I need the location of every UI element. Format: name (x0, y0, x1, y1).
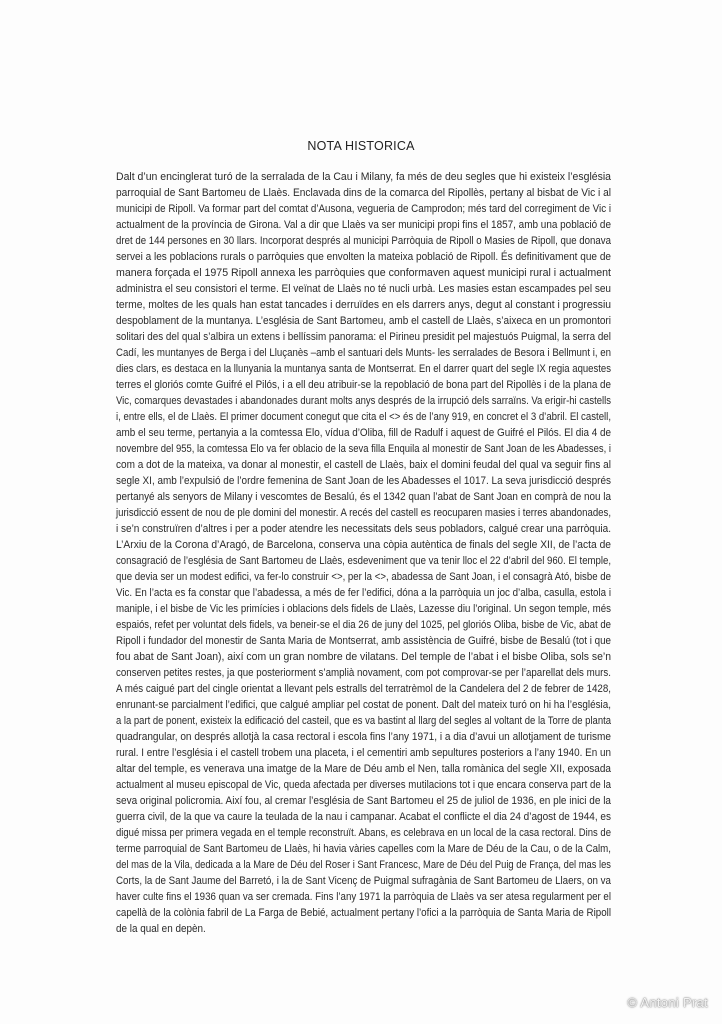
text-line-content: quadrangular, on després allotjà la casa rectoral i escola fins l’any 1971, i a dia d’avui un allotjament de turisme (116, 731, 611, 743)
text-line (116, 249, 611, 265)
text-line-content: Ripoll i fundador del monestir de Santa Maria de Montserrat, amb assistència de Guifré, bisbe de Besalú (tot i que (116, 635, 611, 647)
text-line (116, 297, 611, 313)
text-line-content: com a dot de la mateixa, va donar al monestir, el castell de Llaès, baix el domini feudal del qual va seguir fins al (116, 459, 611, 471)
text-line-content: dret de 144 persones en 30 llars. Incorporat després al municipi Parròquia de Ripoll o Masies de Ripoll, que donava (116, 235, 611, 247)
text-line-content: manera forçada el 1975 Ripoll annexa les parròquies que conformaven aquest municipi rural i actualment (116, 267, 611, 279)
text-line-content: amb el seu terme, pertanyia a la comtessa Elo, vídua d’Oliba, fill de Radulf i aquest de Guifré el Pilós. El dia 4 de (116, 427, 611, 439)
text-line (116, 505, 611, 521)
text-line (116, 201, 611, 217)
text-line (116, 697, 611, 713)
text-line-content: despoblament de la muntanya. L’església de Sant Bartomeu, amb el castell de Llaès, s’aixeca en un promontori (116, 315, 611, 327)
text-line-content: que devia ser un modest edifici, va fer-lo construir <>, per la <>, abadessa de Sant Joan, i el consagrà Ató, bisbe de (116, 571, 611, 583)
text-line (116, 665, 611, 681)
text-line (116, 585, 611, 601)
text-line (116, 217, 611, 233)
text-line-content: Cadí, les muntanyes de Berga i del Lluçanès –amb el santuari dels Munts- les serralades de Besora i Bellmunt i, en (116, 347, 611, 359)
text-line-content: pertanyé als senyors de Milany i vescomtes de Besalú, és el 1342 quan l’abat de Sant Joan en comprà de nou la (116, 491, 611, 503)
text-line-content: Corts, la de Sant Jaume del Barretó, i la de Sant Vicenç de Puigmal sufragània de Sant Bartomeu de Llaers, on va (116, 875, 611, 887)
text-line (116, 713, 611, 729)
text-line-content: a la part de ponent, existeix la edificació del casteil, que es va bastint al llarg del segles al voltant de la Torre de planta (116, 715, 611, 727)
text-line-content: parroquial de Sant Bartomeu de Llaès. Enclavada dins de la comarca del Ripollès, pertany al bisbat de Vic i al (116, 187, 611, 199)
text-line-content: actualment de la província de Girona. Val a dir que Llaès va ser municipi propi fins el 1857, amb una població de (116, 219, 611, 231)
document-title: NOTA HISTORICA (307, 139, 415, 153)
text-line (116, 569, 611, 585)
text-line-content: consagració de l’església de Sant Bartomeu de Llaès, esdeveniment que va tenir lloc el 22 d’abril del 960. El temple, (116, 555, 611, 567)
text-line-content: terres el gloriós comte Guifré el Pilós, i a ell deu atribuir-se la repoblació de bona part del Ripollès i de la plana de (116, 379, 611, 391)
text-line-content: actualment al museu episcopal de Vic, queda afectada per diverses mutilacions tot i que encara conserva part de la (116, 779, 611, 791)
text-line-content: rural. I entre l’església i el castell trobem una placeta, i el cementiri amb sepultures posteriors a l’any 1940. En un (116, 747, 611, 759)
text-line (116, 169, 611, 185)
text-line-content: maniple, i el bisbe de Vic les primícies i oblacions dels fidels de Llaès, Lazesse diu l’original. Un segon temple, més (116, 603, 611, 615)
text-line-content: enrunant-se parcialment l’edifici, que calgué ampliar pel costat de ponent. Dalt del mateix turó on hi ha l’església, (116, 699, 611, 711)
text-line-content: seva original policromia. Així fou, al cremar l’església de Sant Bartomeu el 25 de juliol de 1936, en ple inici de la (116, 795, 611, 807)
text-line (116, 649, 611, 665)
text-line (116, 345, 611, 361)
text-line (116, 681, 611, 697)
text-line-content: municipi de Ripoll. Va formar part del comtat d’Ausona, vegueria de Camprodon; més tard del corregiment de Vic i (116, 203, 611, 215)
text-line (116, 777, 611, 793)
text-line-content: espaiós, refet per voluntat dels fidels, va beneir-se el dia 26 de juny del 1025, pel gloriós Oliba, bisbe de Vic, abat de (116, 619, 611, 631)
text-line (116, 857, 611, 873)
text-line-content: del mas de la Vila, dedicada a la Mare de Déu del Roser i Sant Francesc, Mare de Déu del Puig de França, del mas les (116, 859, 611, 871)
text-line-content: dies clars, es destaca en la llunyania la muntanya santa de Montserrat. En el darrer quart del segle IX regia aquestes (116, 363, 611, 375)
text-line-content: haver culte fins el 1936 quan va ser cremada. Fins l’any 1971 la parròquia de Llaès va ser atesa regularment per el (116, 891, 611, 903)
text-line (116, 889, 611, 905)
text-line (116, 761, 611, 777)
text-line (116, 905, 611, 921)
text-line-content: conserven petites restes, ja que posteriorment s’amplià novament, com pot comprovar-se per l’aparellat dels murs. (116, 667, 611, 679)
text-line (116, 393, 611, 409)
text-line (116, 281, 611, 297)
text-line (116, 233, 611, 249)
text-line (116, 457, 611, 473)
text-line (116, 633, 611, 649)
text-line (116, 745, 611, 761)
text-line-content: L’Arxiu de la Corona d’Aragó, de Barcelona, conserva una còpia autèntica de finals del segle XII, de l’acta de (116, 539, 611, 551)
text-line (116, 409, 611, 425)
document-body (116, 169, 611, 937)
text-line (116, 425, 611, 441)
text-line (116, 329, 611, 345)
text-line-content: servei a les poblacions rurals o parròquies que envolten la mateixa població de Ripoll. És definitivament que de (116, 251, 611, 263)
text-line (116, 521, 611, 537)
text-line (116, 617, 611, 633)
text-line-content: altar del temple, es venerava una imatge de la Mare de Déu amb el Nen, talla romànica del segle XII, exposada (116, 763, 611, 775)
text-line (116, 729, 611, 745)
text-line (116, 873, 611, 889)
text-line-content: solitari des del qual s’albira un extens i bellíssim panorama: el Pirineu presidit pel majestuós Puigmal, la serra del (116, 331, 611, 343)
text-line-content: Vic, comarques devastades i abandonades durant molts anys després de la irrupció dels sarraïns. Va erigir-hi castells (116, 395, 611, 407)
text-line-content: jurisdicció essent de nou de ple domini del monestir. A recés del castell es reocuparen masies i terres abandonades, (116, 507, 611, 519)
text-line-content: terme, moltes de les quals han estat tancades i derruïdes en els darrers anys, degut al constant i progressiu (116, 299, 611, 311)
text-line-content: fou abat de Sant Joan), així com un gran nombre de vilatans. Del temple de l’abat i el bisbe Oliba, sols se’n (116, 651, 611, 663)
text-line-content: Vic. En l’acta es fa constar que l’abadessa, a més de fer l’edifici, dóna a la parròquia un joc d’alba, casulla, estola i (116, 587, 611, 599)
text-line-content: i, entre ells, el de Llaès. El primer document conegut que cita el <> és de l’any 919, en concret el 3 d’abril. El castell, (116, 411, 611, 423)
text-line (116, 825, 611, 841)
text-line (116, 809, 611, 825)
text-line-content: novembre del 955, la comtessa Elo va fer oblacio de la seva filla Enquila al monestir de Sant Joan de les Abadesses, i (116, 443, 611, 455)
text-line (116, 441, 611, 457)
text-line (116, 473, 611, 489)
text-line (116, 489, 611, 505)
text-line-content: terme parroquial de Sant Bartomeu de Llaès, hi havia vàries capelles com la Mare de Déu de la Cau, o de la Calm, (116, 843, 611, 855)
text-line-content: i se’n construïren d’altres i per a poder atendre les necessitats dels seus pobladors, calgué crear una parròquia. (116, 523, 611, 535)
text-line-content: administra el seu consistori el terme. El veïnat de Llaès no té nucli urbà. Les masies estan escampades pel seu (116, 283, 611, 295)
text-line (116, 537, 611, 553)
text-line (116, 553, 611, 569)
text-line-content: segle XI, amb l’expulsió de l’ordre femenina de Sant Joan de les Abadesses el 1017. La seva jurisdicció després (116, 475, 611, 487)
text-line-content: de la qual en depèn. (116, 923, 206, 935)
text-line (116, 185, 611, 201)
text-line-content: capellà de la colònia fabril de La Farga de Bebié, actualment pertany l’ofici a la parròquia de Santa Maria de Ripoll (116, 907, 611, 919)
text-line (116, 793, 611, 809)
text-line (116, 921, 611, 937)
text-line (116, 265, 611, 281)
text-line-content: digué missa per primera vegada en el temple reconstruït. Abans, es celebrava en un local de la casa rectoral. Dins de (116, 827, 611, 839)
text-line (116, 361, 611, 377)
text-line (116, 377, 611, 393)
text-line-content: A més caigué part del cingle orientat a llevant pels estralls del terratrèmol de la Candelera del 2 de febrer de 1428, (116, 683, 611, 695)
text-line-content: guerra civil, de la que va caure la teulada de la nau i campanar. Acabat el conflicte el dia 24 d’agost de 1944, es (116, 811, 611, 823)
text-line (116, 313, 611, 329)
text-line-content: Dalt d’un encinglerat turó de la serralada de la Cau i Milany, fa més de deu segles que hi existeix l’església (116, 171, 611, 183)
copyright-watermark: © Antoni Prat (627, 995, 708, 1010)
text-line (116, 841, 611, 857)
text-line (116, 601, 611, 617)
